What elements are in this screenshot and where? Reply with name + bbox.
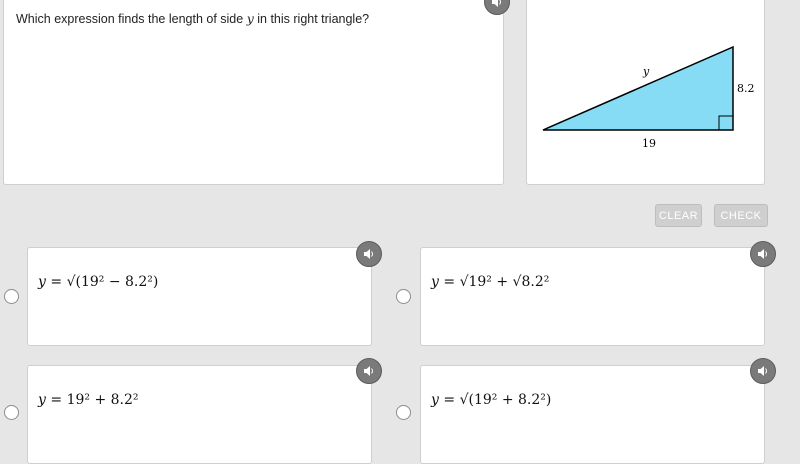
answer-choice-a[interactable]: [27, 247, 372, 346]
choice-expr: √(19² − 8.2²): [66, 274, 159, 290]
choice-expression: [38, 392, 139, 408]
base-label: 19: [642, 137, 656, 150]
choice-variable: y: [431, 274, 439, 290]
figure-panel: [526, 0, 765, 185]
clear-button[interactable]: CLEAR: [655, 204, 702, 227]
choice-radio-c[interactable]: [4, 405, 19, 420]
question-text-part: in this right triangle?: [257, 12, 370, 26]
triangle-figure: [527, 0, 764, 184]
choice-expression: [38, 274, 158, 290]
equals-sign: =: [443, 274, 456, 290]
choice-radio-a[interactable]: [4, 289, 19, 304]
question-text: [16, 11, 369, 26]
answer-choice-d[interactable]: [420, 365, 765, 464]
question-text-part: Which expression finds the length of side: [16, 12, 244, 26]
choice-expr: 19² + 8.2²: [66, 392, 139, 408]
choice-expr: √19² + √8.2²: [459, 274, 550, 290]
answer-choice-b[interactable]: [420, 247, 765, 346]
speaker-icon[interactable]: [750, 358, 776, 384]
speaker-icon[interactable]: [356, 241, 382, 267]
choice-expr: √(19² + 8.2²): [459, 392, 552, 408]
choice-radio-b[interactable]: [396, 289, 411, 304]
check-button[interactable]: CHECK: [714, 204, 768, 227]
hypotenuse-label: y: [643, 65, 650, 78]
right-triangle: [543, 47, 733, 130]
equals-sign: =: [443, 392, 456, 408]
choice-variable: y: [38, 274, 46, 290]
equals-sign: =: [50, 274, 63, 290]
answer-choice-c[interactable]: [27, 365, 372, 464]
choice-expression: [431, 392, 551, 408]
choice-expression: [431, 274, 549, 290]
question-panel: [3, 0, 504, 185]
height-label: 8.2: [737, 82, 755, 95]
speaker-icon[interactable]: [750, 241, 776, 267]
question-variable: y: [246, 11, 254, 26]
choice-variable: y: [38, 392, 46, 408]
equals-sign: =: [50, 392, 63, 408]
choice-radio-d[interactable]: [396, 405, 411, 420]
speaker-icon[interactable]: [356, 358, 382, 384]
choice-variable: y: [431, 392, 439, 408]
